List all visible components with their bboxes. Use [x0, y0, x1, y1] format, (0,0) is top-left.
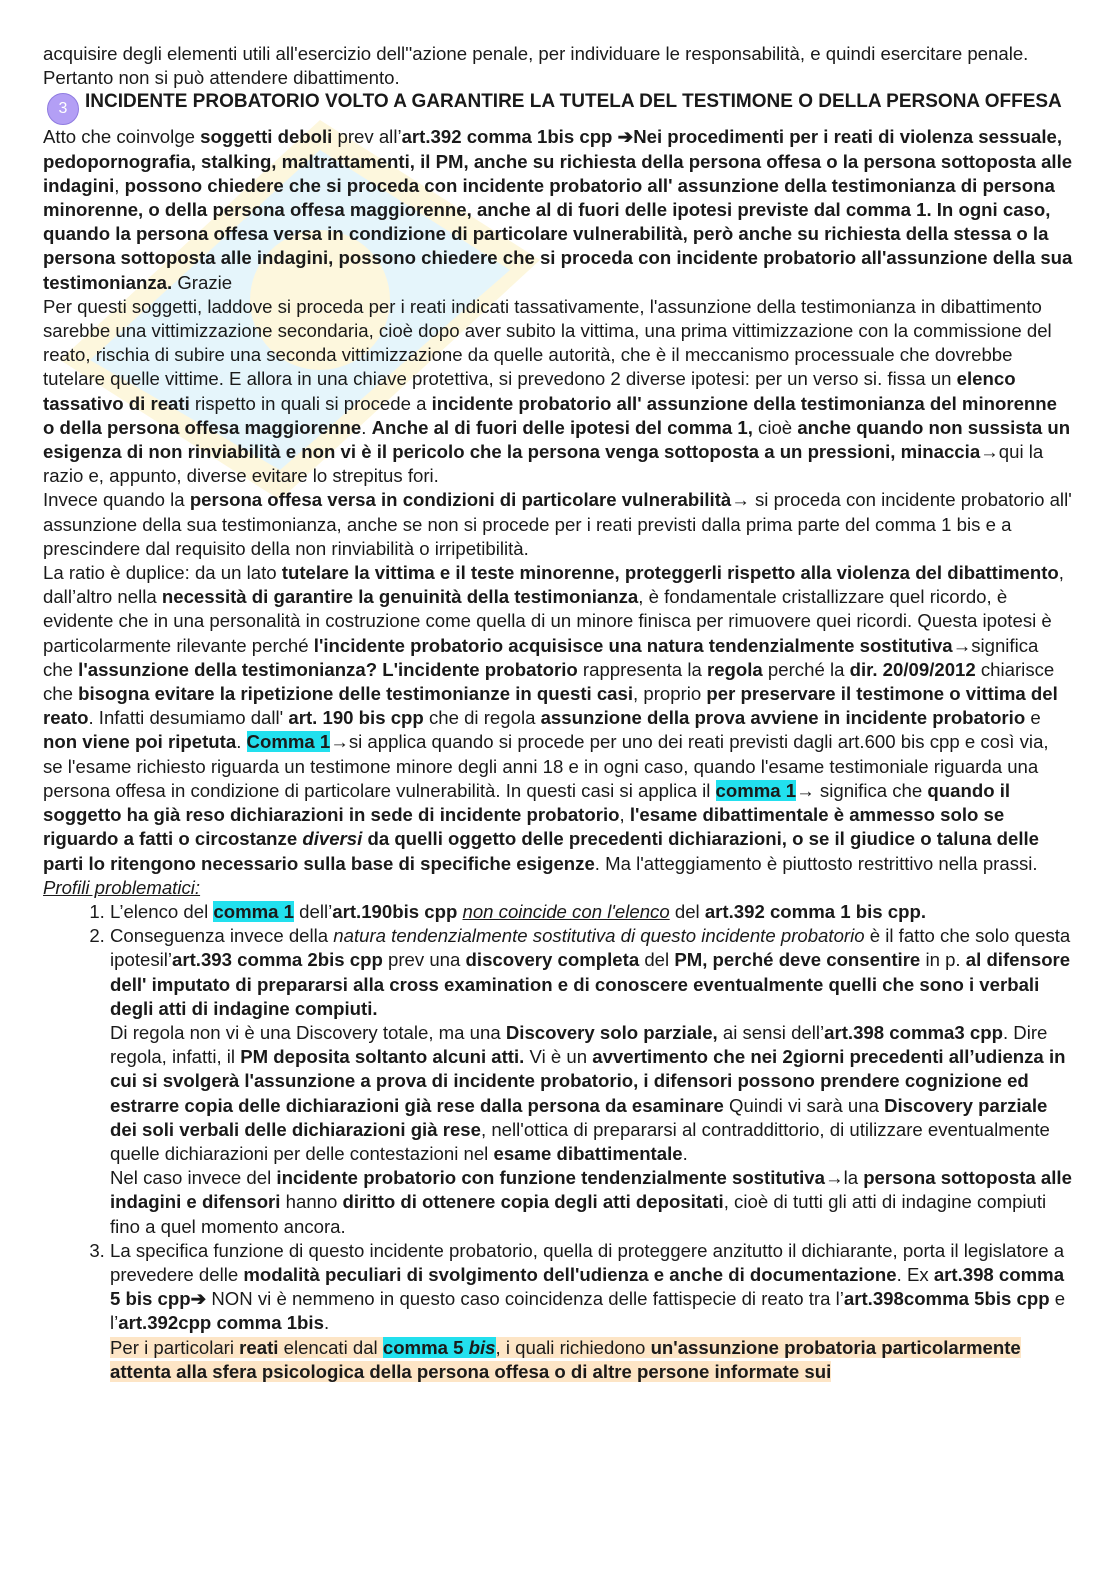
problem-list [43, 900, 1073, 1384]
arrow-icon: → [731, 489, 750, 511]
document-page [43, 42, 1073, 1384]
arrow-icon: → [980, 441, 999, 463]
highlight-comma-1: comma 1 [213, 900, 295, 922]
arrow-icon: → [824, 1167, 844, 1189]
arrow-icon: → [796, 779, 815, 801]
section-heading: 3 INCIDENTE PROBATORIO VOLTO A GARANTIRE LA TUTELA DEL TESTIMONE O DELLA PERSONA OFFESA [43, 90, 1073, 125]
list-item: 1. L’elenco del comma 1 dell’art.190bis cpp non coincide con l'elenco del art.392 comma 1 bis cpp. [110, 900, 1073, 924]
highlight-comma-5-bis: comma 5 bis [382, 1336, 496, 1358]
arrow-icon: ➔ [617, 126, 634, 148]
paragraph-3: La ratio è duplice: da un lato tutelare la vittima e il teste minorenne, proteggerli rispetto alla violenza del dibattimento, dall’altro nella necessità di garantire la genuinità della testimonianza, è fondamentale cristallizzare quel ricordo, è evidente che in una personalità in costruzione come quella di un minore finisca per rimuovere quei ricordi. Questa ipotesi è particolarmente rilevante perché l'incidente probatorio acquisisce una natura tendenzialmente sostitutiva→significa che l'assunzione della testimonianza? L'incidente probatorio rappresenta la regola perché la dir. 20/09/2012 chiarisce che bisogna evitare la ripetizione delle testimonianze in questi casi, proprio per preservare il testimone o vittima del reato. Infatti desumiamo dall' art. 190 bis cpp che di regola assunzione della prova avviene in incidente probatorio e non viene poi ripetuta. Comma 1→si applica quando si procede per uno dei reati previsti dagli art.600 bis cpp e così via, se l'esame richiesto riguarda un testimone minore degli anni 18 e in ogni caso, quando l'esame testimoniale riguarda una persona offesa in condizione di particolare vulnerabilità. In questi casi si applica il comma 1→ significa che quando il soggetto ha già reso dichiarazioni in sede di incidente probatorio, l'esame dibattimentale è ammesso solo se riguardo a fatti o circostanze diversi da quelli oggetto delle precedenti dichiarazioni, o se il giudice o taluna delle parti lo ritengono necessario sulla base di specifiche esigenze. Ma l'atteggiamento è piuttosto restrittivo nella prassi. [43, 562, 1064, 874]
arrow-icon: ➔ [190, 1288, 207, 1310]
paragraph-1: Atto che coinvolge soggetti deboli prev all’art.392 comma 1bis cpp ➔Nei procedimenti per i reati di violenza sessuale, pedopornografia, stalking, maltrattamenti, il PM, anche su richiesta della persona offesa o la persona sottoposta alle indagini, possono chiedere che si proceda con incidente probatorio all' assunzione della testimonianza di persona minorenne, o della persona offesa maggiorenne, anche al di fuori delle ipotesi previste dal comma 1. In ogni caso, quando la persona offesa versa in condizione di particolare vulnerabilità, però anche su richiesta della stessa o la persona sottoposta alle indagini, possono chiedere che si proceda con incidente probatorio all'assunzione della sua testimonianza. Grazie Per questi soggetti, laddove si proceda per i reati indicati tassativamente, l'assunzione della testimonianza in dibattimento sarebbe una vittimizzazione secondaria, cioè dopo aver subito la vittima, una prima vittimizzazione con la commissione del reato, rischia di subire una seconda vittimizzazione da quelle autorità, che è il meccanismo processuale che dovrebbe tutelare quelle vittime. E allora in una chiave protettiva, si prevedono 2 diverse ipotesi: per un verso si. fissa un elenco tassativo di reati rispetto in quali si procede a incidente probatorio all' assunzione della testimonianza del minorenne o della persona offesa maggiorenne. Anche al di fuori delle ipotesi del comma 1, cioè anche quando non sussista un esigenza di non rinviabilità e non vi è il pericolo che la persona venga sottoposta a un pressioni, minaccia→qui la razio e, appunto, diverse evitare lo strepitus fori. [43, 126, 1073, 487]
highlighted-passage: Per i particolari reati elencati dal comma 5 bis, i quali richiedono un'assunzione probatoria particolarmente attenta alla sfera psicologica della persona offesa o di altre persone informate sui [110, 1336, 1021, 1382]
list-item: 3. La specifica funzione di questo incidente probatorio, quella di proteggere anzitutto il dichiarante, porta il legislatore a prevedere delle modalità peculiari di svolgimento dell'udienza e anche di documentazione. Ex art.398 comma 5 bis cpp➔ NON vi è nemmeno in questo caso coincidenza delle fattispecie di reato tra l’art.398comma 5bis cpp e l’art.392cpp comma 1bis. Per i particolari reati elencati dal comma 5 bis, i quali richiedono un'assunzione probatoria particolarmente attenta alla sfera psicologica della persona offesa o di altre persone informate sui [110, 1239, 1073, 1384]
highlight-comma-1: Comma 1 [246, 731, 331, 753]
arrow-icon: → [952, 634, 972, 656]
paragraph-2: Invece quando la persona offesa versa in condizioni di particolare vulnerabilità→ si proceda con incidente probatorio all' assunzione della sua testimonianza, anche se non si procede per i reati previsti dalla prima parte del comma 1 bis e a prescindere dal requisito della non rinviabilità o irripetibilità. [43, 489, 1072, 559]
arrow-icon: → [330, 731, 349, 753]
number-badge: 3 [47, 93, 79, 125]
intro-paragraph: acquisire degli elementi utili all'esercizio dell''azione penale, per individuare le responsabilità, e quindi esercitare penale. Pertanto non si può attendere dibattimento. [43, 43, 1029, 89]
highlight-comma-1: comma 1 [715, 779, 797, 801]
list-item: 2. Conseguenza invece della natura tendenzialmente sostitutiva di questo incidente probatorio è il fatto che solo questa ipotesil’art.393 comma 2bis cpp prev una discovery completa del PM, perché deve consentire in p. al difensore dell' imputato di prepararsi alla cross examination e di conoscere eventualmente quelli che sono i verbali degli atti di indagine compiuti. Di regola non vi è una Discovery totale, ma una Discovery solo parziale, ai sensi dell’art.398 comma3 cpp. Dire regola, infatti, il PM deposita soltanto alcuni atti. Vi è un avvertimento che nei 2giorni precedenti all’udienza in cui si svolgerà l'assunzione a prova di incidente probatorio, i difensori possono prendere cognizione ed estrarre copia delle dichiarazioni già rese dalla persona da esaminare Quindi vi sarà una Discovery parziale dei soli verbali delle dichiarazioni già rese, nell'ottica di prepararsi al contraddittorio, di utilizzare eventualmente quelle dichiarazioni per delle contestazioni nel esame dibattimentale. Nel caso invece del incidente probatorio con funzione tendenzialmente sostitutiva→la persona sottoposta alle indagini e difensori hanno diritto di ottenere copia degli atti depositati, cioè di tutti gli atti di indagine compiuti fino a quel momento ancora. [110, 924, 1073, 1239]
profili-heading: Profili problematici: [43, 876, 201, 898]
